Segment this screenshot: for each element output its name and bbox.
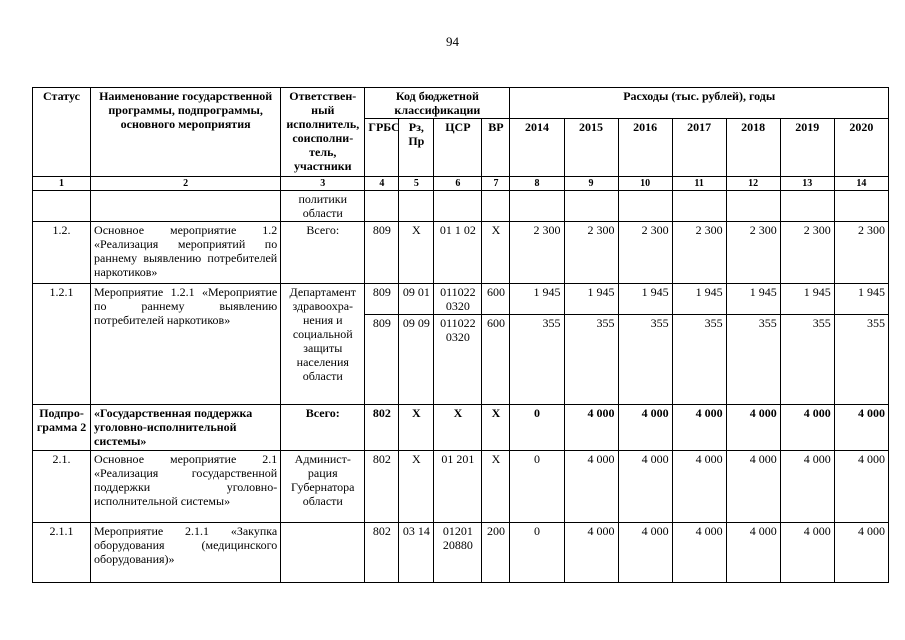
value-cell: 4 000 bbox=[672, 451, 726, 523]
value-cell bbox=[510, 191, 564, 222]
vr-cell: Х bbox=[482, 405, 510, 451]
vr-cell: 600 bbox=[482, 284, 510, 315]
value-cell: 2 300 bbox=[618, 222, 672, 284]
column-number: 9 bbox=[564, 177, 618, 191]
value-cell: 4 000 bbox=[726, 451, 780, 523]
column-number: 14 bbox=[834, 177, 888, 191]
value-cell: 4 000 bbox=[834, 523, 888, 583]
column-number: 1 bbox=[33, 177, 91, 191]
csr-cell: 01 201 bbox=[434, 451, 482, 523]
value-cell: 4 000 bbox=[564, 523, 618, 583]
column-number: 13 bbox=[780, 177, 834, 191]
value-cell: 1 945 bbox=[510, 284, 564, 315]
value-cell bbox=[780, 191, 834, 222]
table-row bbox=[33, 523, 889, 583]
value-cell bbox=[618, 191, 672, 222]
table-row bbox=[33, 405, 889, 451]
value-cell: 4 000 bbox=[780, 405, 834, 451]
value-cell: 0 bbox=[510, 523, 564, 583]
rzpr-cell: Х bbox=[399, 451, 434, 523]
header-status: Статус bbox=[33, 88, 91, 177]
value-cell: 2 300 bbox=[726, 222, 780, 284]
value-cell: 4 000 bbox=[672, 405, 726, 451]
rzpr-cell: Х bbox=[399, 222, 434, 284]
responsible-cell: Департамент здравоохра-нения и социальной защиты населения области bbox=[281, 284, 365, 405]
grbs-cell: 809 bbox=[365, 315, 399, 405]
status-cell: 2.1.1 bbox=[33, 523, 91, 583]
status-cell: 2.1. bbox=[33, 451, 91, 523]
value-cell: 0 bbox=[510, 405, 564, 451]
header-responsible: Ответствен-ный исполнитель, соисполни-тель, участники bbox=[281, 88, 365, 177]
value-cell: 1 945 bbox=[564, 284, 618, 315]
csr-cell: 01 1 02 bbox=[434, 222, 482, 284]
name-cell: Основное мероприятие 2.1 «Реализация государственной поддержки уголовно-исполнительной системы» bbox=[91, 451, 281, 523]
name-cell: Основное мероприятие 1.2 «Реализация мероприятий по раннему выявлению потребителей наркотиков» bbox=[91, 222, 281, 284]
responsible-cell: Всего: bbox=[281, 222, 365, 284]
vr-cell: Х bbox=[482, 222, 510, 284]
table-row bbox=[33, 284, 889, 315]
rzpr-cell: Х bbox=[399, 405, 434, 451]
value-cell bbox=[672, 191, 726, 222]
value-cell: 355 bbox=[510, 315, 564, 405]
value-cell: 1 945 bbox=[726, 284, 780, 315]
header-name: Наименование государственной программы, подпрограммы, основного мероприятия bbox=[91, 88, 281, 177]
header-budget-code: Код бюджетной классификации bbox=[365, 88, 510, 119]
grbs-cell: 802 bbox=[365, 523, 399, 583]
value-cell: 4 000 bbox=[726, 405, 780, 451]
name-cell: Мероприятие 2.1.1 «Закупка оборудования (медицинского оборудования)» bbox=[91, 523, 281, 583]
value-cell: 4 000 bbox=[780, 451, 834, 523]
value-cell: 4 000 bbox=[564, 405, 618, 451]
rzpr-cell bbox=[399, 191, 434, 222]
name-cell bbox=[91, 191, 281, 222]
value-cell: 4 000 bbox=[618, 451, 672, 523]
column-number: 7 bbox=[482, 177, 510, 191]
value-cell: 2 300 bbox=[780, 222, 834, 284]
header-year: 2018 bbox=[726, 119, 780, 177]
table-row bbox=[33, 451, 889, 523]
grbs-cell: 809 bbox=[365, 284, 399, 315]
grbs-cell: 802 bbox=[365, 451, 399, 523]
vr-cell: Х bbox=[482, 451, 510, 523]
header-rzpr: Рз, Пр bbox=[399, 119, 434, 177]
vr-cell: 200 bbox=[482, 523, 510, 583]
value-cell: 4 000 bbox=[834, 451, 888, 523]
header-expenses: Расходы (тыс. рублей), годы bbox=[510, 88, 889, 119]
csr-cell: 011022 0320 bbox=[434, 284, 482, 315]
value-cell: 355 bbox=[780, 315, 834, 405]
column-number: 6 bbox=[434, 177, 482, 191]
column-number: 2 bbox=[91, 177, 281, 191]
vr-cell bbox=[482, 191, 510, 222]
header-year: 2019 bbox=[780, 119, 834, 177]
budget-table bbox=[32, 87, 889, 583]
value-cell bbox=[726, 191, 780, 222]
csr-cell: 011022 0320 bbox=[434, 315, 482, 405]
value-cell: 2 300 bbox=[834, 222, 888, 284]
header-csr: ЦСР bbox=[434, 119, 482, 177]
value-cell: 1 945 bbox=[618, 284, 672, 315]
value-cell: 355 bbox=[834, 315, 888, 405]
responsible-cell: Админист-рация Губернатора области bbox=[281, 451, 365, 523]
value-cell: 4 000 bbox=[618, 405, 672, 451]
csr-cell: Х bbox=[434, 405, 482, 451]
header-year: 2014 bbox=[510, 119, 564, 177]
value-cell: 355 bbox=[618, 315, 672, 405]
value-cell: 4 000 bbox=[672, 523, 726, 583]
status-cell bbox=[33, 191, 91, 222]
responsible-cell: политики области bbox=[281, 191, 365, 222]
value-cell: 2 300 bbox=[564, 222, 618, 284]
value-cell: 4 000 bbox=[780, 523, 834, 583]
column-number: 4 bbox=[365, 177, 399, 191]
status-cell: 1.2. bbox=[33, 222, 91, 284]
value-cell bbox=[834, 191, 888, 222]
vr-cell: 600 bbox=[482, 315, 510, 405]
value-cell: 4 000 bbox=[564, 451, 618, 523]
header-year: 2016 bbox=[618, 119, 672, 177]
column-number: 3 bbox=[281, 177, 365, 191]
rzpr-cell: 09 01 bbox=[399, 284, 434, 315]
status-cell: Подпро-грамма 2 bbox=[33, 405, 91, 451]
header-year: 2017 bbox=[672, 119, 726, 177]
value-cell: 355 bbox=[564, 315, 618, 405]
value-cell bbox=[564, 191, 618, 222]
value-cell: 1 945 bbox=[780, 284, 834, 315]
responsible-cell: Всего: bbox=[281, 405, 365, 451]
value-cell: 4 000 bbox=[726, 523, 780, 583]
rzpr-cell: 09 09 bbox=[399, 315, 434, 405]
page-number: 94 bbox=[446, 34, 459, 49]
status-cell: 1.2.1 bbox=[33, 284, 91, 405]
rzpr-cell: 03 14 bbox=[399, 523, 434, 583]
value-cell: 355 bbox=[726, 315, 780, 405]
column-number-row bbox=[33, 177, 889, 191]
value-cell: 4 000 bbox=[834, 405, 888, 451]
header-vr: ВР bbox=[482, 119, 510, 177]
header-grbs: ГРБС bbox=[365, 119, 399, 177]
name-cell: «Государственная поддержка уголовно-исполнительной системы» bbox=[91, 405, 281, 451]
name-cell: Мероприятие 1.2.1 «Мероприятие по раннему выявлению потребителей наркотиков» bbox=[91, 284, 281, 405]
column-number: 5 bbox=[399, 177, 434, 191]
table-row bbox=[33, 222, 889, 284]
value-cell: 355 bbox=[672, 315, 726, 405]
column-number: 11 bbox=[672, 177, 726, 191]
value-cell: 0 bbox=[510, 451, 564, 523]
grbs-cell: 809 bbox=[365, 222, 399, 284]
grbs-cell bbox=[365, 191, 399, 222]
column-number: 8 bbox=[510, 177, 564, 191]
header-year: 2020 bbox=[834, 119, 888, 177]
responsible-cell bbox=[281, 523, 365, 583]
column-number: 10 bbox=[618, 177, 672, 191]
csr-cell: 01201 20880 bbox=[434, 523, 482, 583]
header-year: 2015 bbox=[564, 119, 618, 177]
column-number: 12 bbox=[726, 177, 780, 191]
table-row bbox=[33, 191, 889, 222]
value-cell: 4 000 bbox=[618, 523, 672, 583]
value-cell: 2 300 bbox=[672, 222, 726, 284]
csr-cell bbox=[434, 191, 482, 222]
value-cell: 1 945 bbox=[834, 284, 888, 315]
grbs-cell: 802 bbox=[365, 405, 399, 451]
value-cell: 1 945 bbox=[672, 284, 726, 315]
value-cell: 2 300 bbox=[510, 222, 564, 284]
